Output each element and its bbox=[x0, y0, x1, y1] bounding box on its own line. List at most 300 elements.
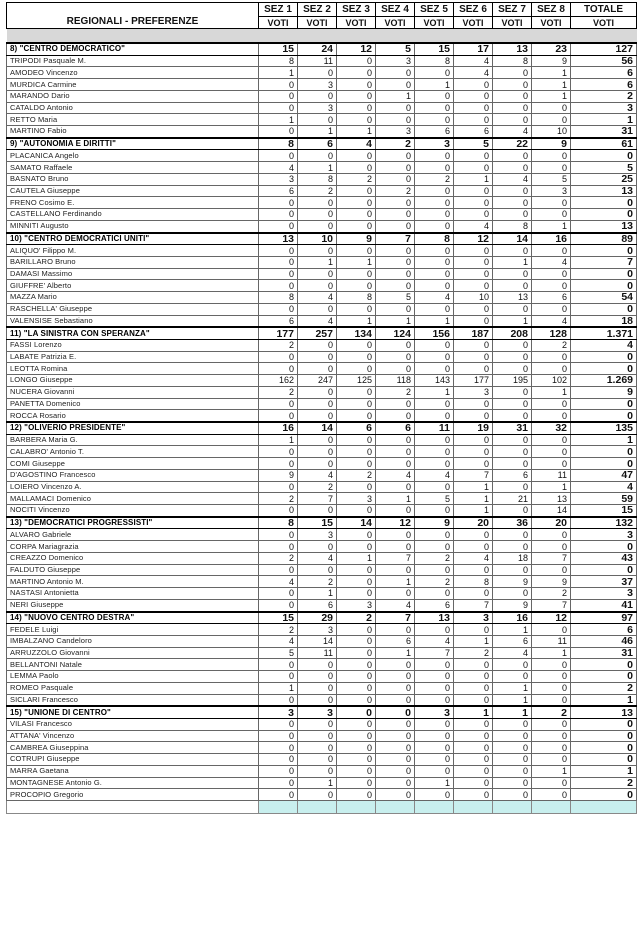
section-votes-cell: 9 bbox=[415, 517, 454, 529]
section-votes-cell: 177 bbox=[454, 375, 493, 387]
section-votes-cell: 0 bbox=[493, 102, 532, 114]
total-votes-cell: 4 bbox=[571, 481, 637, 493]
section-votes-cell: 8 bbox=[415, 233, 454, 245]
candidate-row bbox=[7, 730, 637, 742]
section-votes-cell: 24 bbox=[298, 43, 337, 55]
section-votes-cell: 0 bbox=[337, 150, 376, 162]
candidate-row bbox=[7, 375, 637, 387]
section-votes-cell: 0 bbox=[259, 220, 298, 232]
section-votes-cell: 0 bbox=[415, 185, 454, 197]
candidate-name: MARTINO Antonio M. bbox=[7, 576, 259, 588]
section-votes-cell: 3 bbox=[337, 599, 376, 611]
section-votes-cell: 0 bbox=[415, 742, 454, 754]
total-votes-cell: 1.269 bbox=[571, 375, 637, 387]
section-votes-cell: 0 bbox=[337, 351, 376, 363]
candidate-name: COMI Giuseppe bbox=[7, 458, 259, 470]
section-votes-cell: 0 bbox=[337, 79, 376, 91]
section-votes-cell: 0 bbox=[493, 481, 532, 493]
section-votes-cell: 6 bbox=[259, 185, 298, 197]
section-votes-cell: 0 bbox=[298, 659, 337, 671]
section-votes-cell: 0 bbox=[454, 102, 493, 114]
candidate-name: ATTANA' Vincenzo bbox=[7, 730, 259, 742]
candidate-name: BARBERA Maria G. bbox=[7, 434, 259, 446]
section-votes-cell: 6 bbox=[415, 126, 454, 138]
candidate-name: LEOTTA Romina bbox=[7, 363, 259, 375]
total-votes-cell: 31 bbox=[571, 126, 637, 138]
section-votes-cell: 1 bbox=[493, 624, 532, 636]
section-votes-cell: 0 bbox=[259, 209, 298, 221]
section-votes-cell: 0 bbox=[532, 197, 571, 209]
party-row bbox=[7, 138, 637, 150]
section-votes-cell: 0 bbox=[337, 529, 376, 541]
section-votes-cell: 0 bbox=[337, 659, 376, 671]
section-votes-cell: 0 bbox=[532, 458, 571, 470]
section-votes-cell: 6 bbox=[454, 126, 493, 138]
section-votes-cell: 0 bbox=[337, 102, 376, 114]
section-votes-cell: 0 bbox=[376, 363, 415, 375]
section-votes-cell: 195 bbox=[493, 375, 532, 387]
section-votes-cell: 0 bbox=[454, 410, 493, 422]
section-votes-cell: 0 bbox=[259, 765, 298, 777]
section-votes-cell: 29 bbox=[298, 612, 337, 624]
section-votes-cell: 0 bbox=[454, 79, 493, 91]
candidate-row bbox=[7, 635, 637, 647]
section-votes-cell: 0 bbox=[415, 280, 454, 292]
candidate-name: VILASI Francesco bbox=[7, 718, 259, 730]
section-votes-cell: 0 bbox=[337, 363, 376, 375]
section-votes-cell: 0 bbox=[337, 303, 376, 315]
section-votes-cell: 0 bbox=[259, 303, 298, 315]
section-votes-cell: 0 bbox=[493, 730, 532, 742]
section-votes-cell: 6 bbox=[298, 599, 337, 611]
candidate-name: VALENSISE Sebastiano bbox=[7, 315, 259, 327]
total-votes-cell: 2 bbox=[571, 777, 637, 789]
section-votes-cell: 0 bbox=[298, 245, 337, 257]
section-votes-cell: 0 bbox=[298, 694, 337, 706]
section-votes-cell: 0 bbox=[337, 742, 376, 754]
total-votes-cell: 0 bbox=[571, 268, 637, 280]
candidate-name: MURDICA Carmine bbox=[7, 79, 259, 91]
section-votes-cell: 0 bbox=[415, 351, 454, 363]
section-votes-cell: 0 bbox=[259, 102, 298, 114]
section-votes-cell: 2 bbox=[298, 185, 337, 197]
candidate-row bbox=[7, 220, 637, 232]
candidate-row bbox=[7, 446, 637, 458]
section-votes-cell: 0 bbox=[298, 742, 337, 754]
section-votes-cell: 3 bbox=[376, 126, 415, 138]
section-votes-cell: 6 bbox=[376, 422, 415, 434]
section-votes-cell: 4 bbox=[337, 138, 376, 150]
section-votes-cell: 1 bbox=[532, 79, 571, 91]
candidate-row bbox=[7, 315, 637, 327]
candidate-row bbox=[7, 624, 637, 636]
candidate-row bbox=[7, 505, 637, 517]
candidate-name: NUCERA Giovanni bbox=[7, 386, 259, 398]
section-votes-cell: 2 bbox=[337, 469, 376, 481]
section-votes-cell: 0 bbox=[259, 268, 298, 280]
section-votes-cell: 0 bbox=[298, 718, 337, 730]
section-votes-cell: 0 bbox=[454, 245, 493, 257]
section-votes-cell: 0 bbox=[259, 90, 298, 102]
total-votes-cell: 6 bbox=[571, 67, 637, 79]
header-total: TOTALE bbox=[571, 3, 637, 17]
section-votes-cell: 0 bbox=[454, 529, 493, 541]
section-votes-cell: 11 bbox=[298, 55, 337, 67]
section-votes-cell: 5 bbox=[376, 43, 415, 55]
section-votes-cell: 0 bbox=[454, 564, 493, 576]
section-votes-cell: 0 bbox=[493, 588, 532, 600]
total-votes-cell: 56 bbox=[571, 55, 637, 67]
section-votes-cell: 0 bbox=[337, 162, 376, 174]
section-votes-cell: 0 bbox=[532, 694, 571, 706]
section-votes-cell: 0 bbox=[532, 624, 571, 636]
candidate-name: PLACANICA Angelo bbox=[7, 150, 259, 162]
section-votes-cell: 0 bbox=[454, 280, 493, 292]
section-votes-cell: 0 bbox=[376, 529, 415, 541]
section-votes-cell: 1 bbox=[337, 256, 376, 268]
section-votes-cell: 0 bbox=[298, 765, 337, 777]
section-votes-cell: 0 bbox=[532, 150, 571, 162]
section-votes-cell: 4 bbox=[415, 292, 454, 304]
candidate-row bbox=[7, 765, 637, 777]
total-votes-cell: 3 bbox=[571, 588, 637, 600]
section-votes-cell: 0 bbox=[493, 114, 532, 126]
section-votes-cell: 0 bbox=[454, 339, 493, 351]
section-votes-cell: 9 bbox=[532, 55, 571, 67]
section-votes-cell: 7 bbox=[376, 612, 415, 624]
section-votes-cell: 124 bbox=[376, 327, 415, 339]
section-votes-cell: 0 bbox=[454, 730, 493, 742]
section-votes-cell: 0 bbox=[493, 446, 532, 458]
section-votes-cell: 0 bbox=[415, 268, 454, 280]
section-votes-cell: 4 bbox=[376, 469, 415, 481]
section-votes-cell: 15 bbox=[298, 517, 337, 529]
section-votes-cell: 2 bbox=[415, 552, 454, 564]
section-votes-cell: 0 bbox=[298, 351, 337, 363]
header-section: SEZ 8 bbox=[532, 3, 571, 17]
section-votes-cell: 0 bbox=[337, 481, 376, 493]
section-votes-cell: 11 bbox=[298, 647, 337, 659]
section-votes-cell: 0 bbox=[493, 363, 532, 375]
total-votes-cell: 0 bbox=[571, 245, 637, 257]
section-votes-cell: 0 bbox=[376, 541, 415, 553]
page-title: REGIONALI - PREFERENZE bbox=[7, 17, 259, 29]
section-votes-cell: 7 bbox=[376, 552, 415, 564]
candidate-name: LEMMA Paolo bbox=[7, 671, 259, 683]
candidate-row bbox=[7, 742, 637, 754]
party-row bbox=[7, 706, 637, 718]
candidate-name: DAMASI Massimo bbox=[7, 268, 259, 280]
section-votes-cell: 0 bbox=[259, 256, 298, 268]
candidate-name: CALABRO' Antonio T. bbox=[7, 446, 259, 458]
section-votes-cell: 0 bbox=[493, 303, 532, 315]
section-votes-cell: 0 bbox=[493, 90, 532, 102]
header-section: SEZ 2 bbox=[298, 3, 337, 17]
section-votes-cell: 0 bbox=[337, 220, 376, 232]
section-votes-cell: 4 bbox=[415, 635, 454, 647]
section-votes-cell: 0 bbox=[259, 79, 298, 91]
section-votes-cell: 2 bbox=[454, 647, 493, 659]
total-votes-cell: 54 bbox=[571, 292, 637, 304]
section-votes-cell: 0 bbox=[532, 671, 571, 683]
section-votes-cell: 0 bbox=[259, 398, 298, 410]
section-votes-cell: 0 bbox=[415, 529, 454, 541]
section-votes-cell: 0 bbox=[454, 541, 493, 553]
total-votes-cell: 0 bbox=[571, 398, 637, 410]
section-votes-cell: 0 bbox=[376, 410, 415, 422]
section-votes-cell: 0 bbox=[376, 588, 415, 600]
section-votes-cell: 0 bbox=[259, 150, 298, 162]
section-votes-cell: 16 bbox=[493, 612, 532, 624]
total-votes-cell: 41 bbox=[571, 599, 637, 611]
section-votes-cell: 4 bbox=[493, 126, 532, 138]
section-votes-cell: 4 bbox=[298, 315, 337, 327]
total-votes-cell: 3 bbox=[571, 102, 637, 114]
section-votes-cell: 0 bbox=[454, 303, 493, 315]
header-section: SEZ 6 bbox=[454, 3, 493, 17]
total-votes-cell: 97 bbox=[571, 612, 637, 624]
section-votes-cell: 3 bbox=[298, 79, 337, 91]
section-votes-cell: 0 bbox=[415, 481, 454, 493]
section-votes-cell: 0 bbox=[493, 718, 532, 730]
section-votes-cell: 0 bbox=[298, 671, 337, 683]
section-votes-cell: 0 bbox=[454, 446, 493, 458]
section-votes-cell: 134 bbox=[337, 327, 376, 339]
section-votes-cell: 0 bbox=[337, 434, 376, 446]
section-votes-cell: 5 bbox=[532, 173, 571, 185]
total-votes-cell: 4 bbox=[571, 339, 637, 351]
total-votes-cell: 0 bbox=[571, 446, 637, 458]
section-votes-cell: 3 bbox=[415, 138, 454, 150]
section-votes-cell: 8 bbox=[493, 55, 532, 67]
section-votes-cell: 0 bbox=[298, 220, 337, 232]
section-votes-cell: 0 bbox=[415, 67, 454, 79]
total-votes-cell: 0 bbox=[571, 789, 637, 801]
party-name: 12) "OLIVERIO PRESIDENTE" bbox=[7, 422, 259, 434]
total-votes-cell: 6 bbox=[571, 79, 637, 91]
section-votes-cell: 0 bbox=[454, 754, 493, 766]
candidate-name: CORPA Mariagrazia bbox=[7, 541, 259, 553]
total-votes-cell: 0 bbox=[571, 564, 637, 576]
section-votes-cell: 9 bbox=[259, 469, 298, 481]
total-votes-cell: 0 bbox=[571, 718, 637, 730]
section-votes-cell: 0 bbox=[337, 386, 376, 398]
candidate-name: PROCOPIO Gregorio bbox=[7, 789, 259, 801]
candidate-row bbox=[7, 150, 637, 162]
section-votes-cell: 2 bbox=[259, 624, 298, 636]
section-votes-cell: 0 bbox=[259, 588, 298, 600]
section-votes-cell: 208 bbox=[493, 327, 532, 339]
candidate-row bbox=[7, 694, 637, 706]
section-votes-cell: 0 bbox=[532, 351, 571, 363]
candidate-name: LABATE Patrizia E. bbox=[7, 351, 259, 363]
total-votes-cell: 3 bbox=[571, 529, 637, 541]
section-votes-cell: 3 bbox=[454, 612, 493, 624]
section-votes-cell: 0 bbox=[493, 209, 532, 221]
section-votes-cell: 4 bbox=[259, 162, 298, 174]
section-votes-cell: 0 bbox=[532, 268, 571, 280]
section-votes-cell: 2 bbox=[532, 706, 571, 718]
section-votes-cell: 16 bbox=[532, 233, 571, 245]
section-votes-cell: 0 bbox=[454, 256, 493, 268]
candidate-row bbox=[7, 588, 637, 600]
section-votes-cell: 10 bbox=[532, 126, 571, 138]
candidate-name: NASTASI Antonietta bbox=[7, 588, 259, 600]
section-votes-cell: 0 bbox=[376, 351, 415, 363]
candidate-name: ROCCA Rosario bbox=[7, 410, 259, 422]
section-votes-cell: 4 bbox=[298, 292, 337, 304]
total-votes-cell: 0 bbox=[571, 742, 637, 754]
section-votes-cell: 12 bbox=[337, 43, 376, 55]
candidate-row bbox=[7, 126, 637, 138]
section-votes-cell: 7 bbox=[454, 599, 493, 611]
section-votes-cell: 1 bbox=[415, 79, 454, 91]
section-votes-cell: 7 bbox=[376, 233, 415, 245]
section-votes-cell: 0 bbox=[259, 197, 298, 209]
section-votes-cell: 7 bbox=[532, 599, 571, 611]
candidate-row bbox=[7, 777, 637, 789]
section-votes-cell: 0 bbox=[454, 363, 493, 375]
section-votes-cell: 3 bbox=[376, 55, 415, 67]
party-name: 8) "CENTRO DEMOCRATICO" bbox=[7, 43, 259, 55]
section-votes-cell: 0 bbox=[259, 363, 298, 375]
section-votes-cell: 13 bbox=[259, 233, 298, 245]
section-votes-cell: 6 bbox=[259, 315, 298, 327]
total-votes-cell: 0 bbox=[571, 363, 637, 375]
section-votes-cell: 2 bbox=[376, 138, 415, 150]
section-votes-cell: 0 bbox=[493, 280, 532, 292]
candidate-name: PANETTA Domenico bbox=[7, 398, 259, 410]
section-votes-cell: 0 bbox=[532, 102, 571, 114]
header-section: SEZ 5 bbox=[415, 3, 454, 17]
section-votes-cell: 8 bbox=[259, 138, 298, 150]
section-votes-cell: 0 bbox=[493, 185, 532, 197]
candidate-row bbox=[7, 529, 637, 541]
section-votes-cell: 1 bbox=[337, 552, 376, 564]
section-votes-cell: 0 bbox=[532, 659, 571, 671]
total-votes-cell: 13 bbox=[571, 706, 637, 718]
candidate-name: MARTINO Fabio bbox=[7, 126, 259, 138]
section-votes-cell: 0 bbox=[532, 209, 571, 221]
section-votes-cell: 0 bbox=[532, 363, 571, 375]
section-votes-cell: 5 bbox=[376, 292, 415, 304]
candidate-name: MAZZA Mario bbox=[7, 292, 259, 304]
section-votes-cell: 8 bbox=[493, 220, 532, 232]
candidate-name: MARANDO Dario bbox=[7, 90, 259, 102]
section-votes-cell: 0 bbox=[532, 730, 571, 742]
candidate-row bbox=[7, 90, 637, 102]
section-votes-cell: 0 bbox=[259, 529, 298, 541]
total-votes-cell: 0 bbox=[571, 754, 637, 766]
section-votes-cell: 8 bbox=[259, 517, 298, 529]
section-votes-cell: 0 bbox=[337, 245, 376, 257]
section-votes-cell: 1 bbox=[532, 765, 571, 777]
candidate-row bbox=[7, 351, 637, 363]
candidate-row bbox=[7, 682, 637, 694]
section-votes-cell: 0 bbox=[454, 185, 493, 197]
section-votes-cell: 4 bbox=[454, 552, 493, 564]
section-votes-cell: 0 bbox=[337, 564, 376, 576]
section-votes-cell: 1 bbox=[298, 256, 337, 268]
section-votes-cell: 1 bbox=[259, 67, 298, 79]
section-votes-cell: 0 bbox=[376, 754, 415, 766]
candidate-row bbox=[7, 245, 637, 257]
section-votes-cell: 0 bbox=[532, 718, 571, 730]
candidate-name: BELLANTONI Natale bbox=[7, 659, 259, 671]
section-votes-cell: 0 bbox=[337, 268, 376, 280]
section-votes-cell: 162 bbox=[259, 375, 298, 387]
section-votes-cell: 0 bbox=[376, 694, 415, 706]
total-votes-cell: 0 bbox=[571, 351, 637, 363]
section-votes-cell: 0 bbox=[493, 541, 532, 553]
section-votes-cell: 0 bbox=[337, 410, 376, 422]
section-votes-cell: 4 bbox=[298, 469, 337, 481]
section-votes-cell: 1 bbox=[532, 386, 571, 398]
candidate-name: LONGO Giuseppe bbox=[7, 375, 259, 387]
section-votes-cell: 8 bbox=[415, 55, 454, 67]
total-votes-cell: 127 bbox=[571, 43, 637, 55]
section-votes-cell: 0 bbox=[337, 114, 376, 126]
candidate-row bbox=[7, 292, 637, 304]
party-name: 15) "UNIONE DI CENTRO" bbox=[7, 706, 259, 718]
section-votes-cell: 0 bbox=[337, 197, 376, 209]
section-votes-cell: 0 bbox=[376, 197, 415, 209]
section-votes-cell: 1 bbox=[454, 493, 493, 505]
header-votes: VOTI bbox=[337, 17, 376, 29]
section-votes-cell: 0 bbox=[415, 197, 454, 209]
total-votes-cell: 1 bbox=[571, 114, 637, 126]
section-votes-cell: 12 bbox=[454, 233, 493, 245]
candidate-name: NERI Giuseppe bbox=[7, 599, 259, 611]
section-votes-cell: 0 bbox=[454, 209, 493, 221]
candidate-row bbox=[7, 469, 637, 481]
section-votes-cell: 1 bbox=[337, 315, 376, 327]
header-votes: VOTI bbox=[415, 17, 454, 29]
header-votes: VOTI bbox=[493, 17, 532, 29]
section-votes-cell: 3 bbox=[298, 706, 337, 718]
candidate-row bbox=[7, 102, 637, 114]
section-votes-cell: 0 bbox=[493, 505, 532, 517]
total-votes-cell: 59 bbox=[571, 493, 637, 505]
section-votes-cell: 0 bbox=[337, 706, 376, 718]
section-votes-cell: 0 bbox=[454, 682, 493, 694]
section-votes-cell: 0 bbox=[376, 505, 415, 517]
header-votes: VOTI bbox=[532, 17, 571, 29]
section-votes-cell: 118 bbox=[376, 375, 415, 387]
section-votes-cell: 0 bbox=[337, 671, 376, 683]
section-votes-cell: 0 bbox=[337, 682, 376, 694]
section-votes-cell: 18 bbox=[493, 552, 532, 564]
section-votes-cell: 0 bbox=[376, 209, 415, 221]
section-votes-cell: 0 bbox=[493, 410, 532, 422]
header-gap bbox=[7, 29, 637, 44]
section-votes-cell: 0 bbox=[337, 90, 376, 102]
candidate-name: CAMBREA Giuseppina bbox=[7, 742, 259, 754]
candidate-row bbox=[7, 67, 637, 79]
candidate-name: RETTO Maria bbox=[7, 114, 259, 126]
candidate-row bbox=[7, 185, 637, 197]
section-votes-cell: 19 bbox=[454, 422, 493, 434]
candidate-row bbox=[7, 564, 637, 576]
section-votes-cell: 0 bbox=[298, 150, 337, 162]
section-votes-cell: 4 bbox=[493, 173, 532, 185]
section-votes-cell: 0 bbox=[493, 386, 532, 398]
total-votes-cell: 2 bbox=[571, 682, 637, 694]
section-votes-cell: 0 bbox=[532, 303, 571, 315]
section-votes-cell: 0 bbox=[298, 90, 337, 102]
section-votes-cell: 0 bbox=[376, 434, 415, 446]
section-votes-cell: 4 bbox=[532, 315, 571, 327]
